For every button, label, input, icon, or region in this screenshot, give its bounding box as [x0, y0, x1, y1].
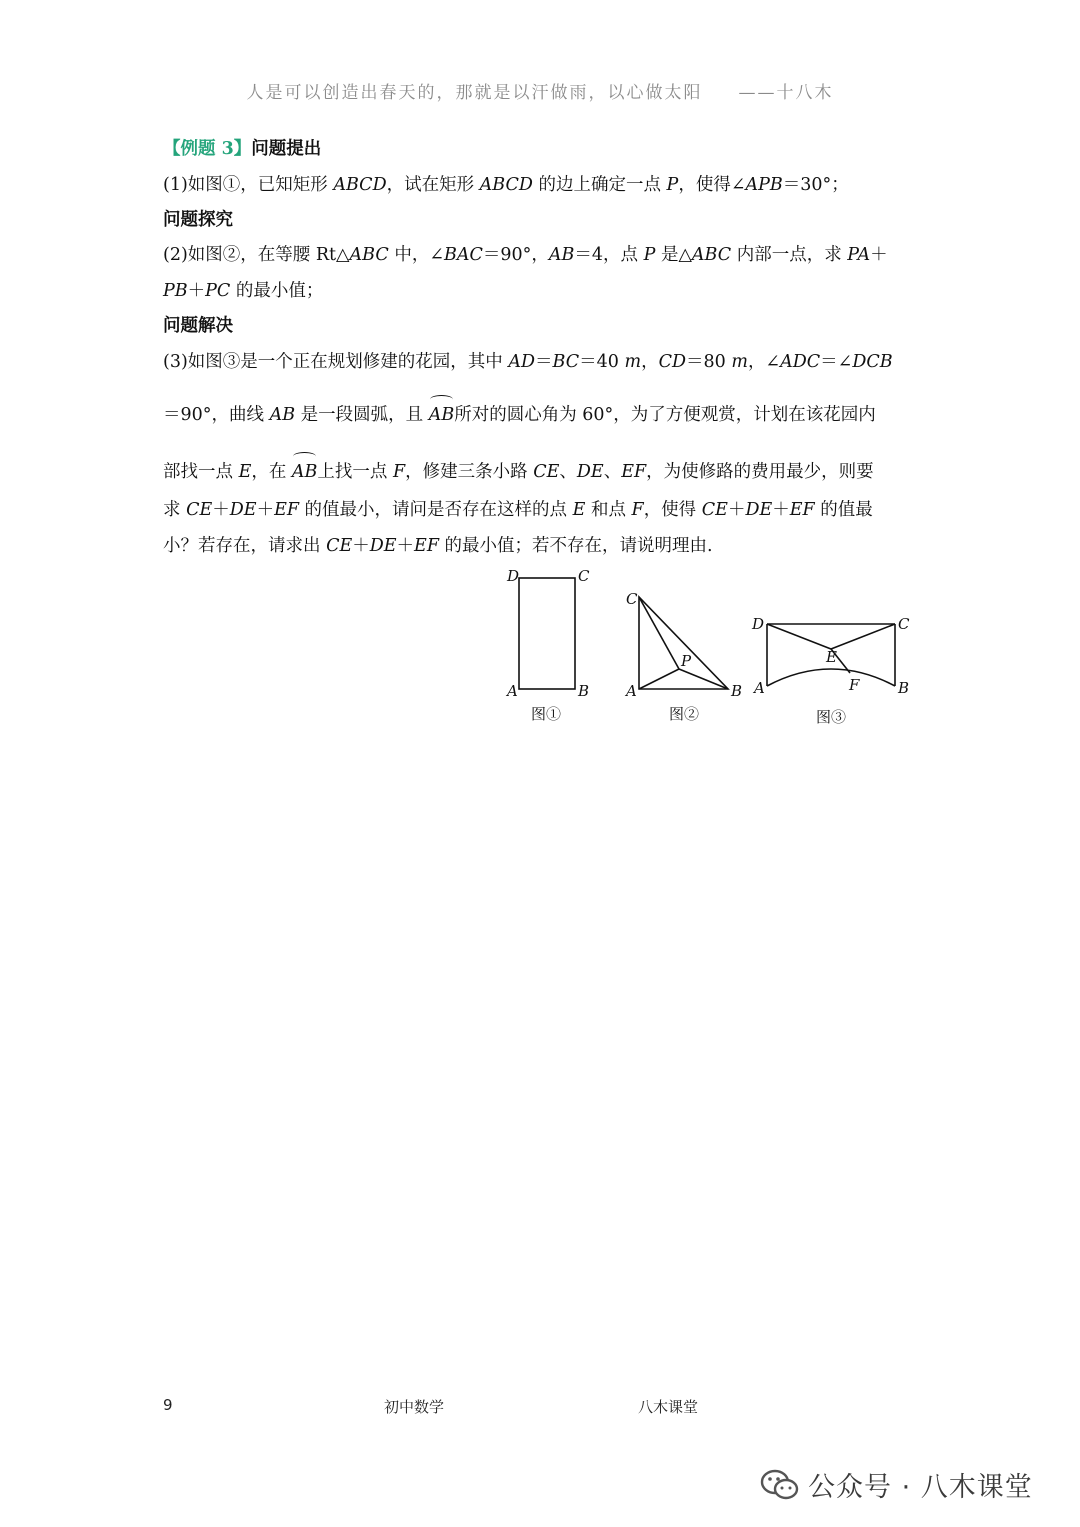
fig1-label-d: D: [507, 567, 520, 585]
fig2-label-b: B: [731, 682, 743, 700]
fig3-caption: 图③: [816, 708, 847, 726]
question-2-line-2: PB＋PC 的最小值；: [163, 281, 324, 301]
fig3-label-a: A: [754, 679, 765, 697]
fig2-label-c: C: [626, 590, 638, 608]
question-3-line-3: 部找一点 E，在 AB上找一点 F，修建三条小路 CE、DE、EF，为使修路的费用最少，则要: [163, 459, 923, 485]
fig2-label-a: A: [626, 682, 637, 700]
section-heading-1: 问题提出: [251, 139, 322, 159]
question-2-line-1: (2)如图②，在等腰 Rt△ABC 中，∠BAC＝90°，AB＝4，点 P 是△ABC 内部一点，求 PA＋: [163, 245, 888, 265]
watermark: [760, 1465, 1033, 1504]
question-3-line-1: (3)如图③是一个正在规划修建的花园，其中 AD＝BC＝40 m，CD＝80 m，∠ADC＝∠DCB: [163, 352, 893, 372]
fig1-caption: 图①: [531, 705, 562, 723]
fig3-segment-ce: [831, 624, 895, 649]
question-3-line-2: ＝90°，曲线 AB 是一段圆弧，且 AB所对的圆心角为 60°，为了方便观赏，计划在该花园内: [163, 402, 923, 428]
fig2-triangle: [639, 597, 728, 689]
fig2-segment-bp: [679, 669, 728, 689]
question-3-line-4: 求 CE＋DE＋EF 的值最小，请问是否存在这样的点 E 和点 F，使得 CE＋DE＋EF 的值最: [163, 500, 873, 520]
footer-brand: 八木课堂: [638, 1398, 699, 1416]
figures: [0, 0, 1080, 760]
question-3-line-5: 小？若存在，请求出 CE＋DE＋EF 的最小值；若不存在，请说明理由.: [163, 536, 713, 556]
fig3-label-c: C: [898, 615, 910, 633]
watermark-text: 公众号 · 八木课堂: [808, 1472, 1033, 1503]
arc-ab-notation: AB: [429, 402, 455, 428]
fig1-label-c: C: [578, 567, 590, 585]
fig3-label-d: D: [752, 615, 765, 633]
example-tag: 【例题 3】: [163, 139, 252, 159]
fig1-label-b: B: [578, 682, 590, 700]
fig3-label-b: B: [898, 679, 910, 697]
footer-subject: 初中数学: [384, 1398, 445, 1416]
arc-ab-notation: AB: [292, 459, 318, 485]
quote-author: ——十八木: [738, 83, 834, 103]
wechat-icon: [760, 1468, 800, 1502]
section-heading-2: 问题探究: [163, 210, 233, 230]
quote-text: 人是可以创造出春天的，那就是以汗做雨，以心做太阳: [246, 83, 703, 103]
question-1: (1)如图①，已知矩形 ABCD，试在矩形 ABCD 的边上确定一点 P，使得∠APB＝30°；: [163, 175, 849, 195]
fig3-label-e: E: [826, 648, 837, 666]
fig3-label-f: F: [849, 676, 860, 694]
fig1-label-a: A: [507, 682, 518, 700]
fig2-segment-ap: [639, 669, 679, 689]
fig2-caption: 图②: [669, 705, 700, 723]
fig3-segment-de: [767, 624, 831, 649]
page-number: 9: [163, 1396, 173, 1414]
fig2-label-p: P: [681, 652, 692, 670]
fig1-rectangle: [519, 578, 575, 689]
section-heading-3: 问题解决: [163, 316, 233, 336]
fig3-arc-ab: [767, 669, 895, 686]
